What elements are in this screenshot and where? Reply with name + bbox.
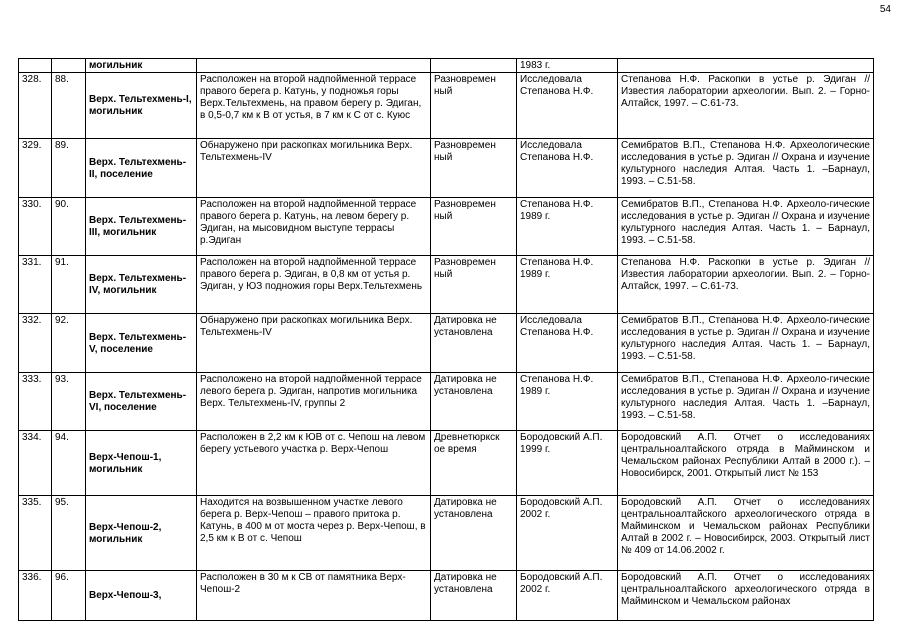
dating: Датировка не установлена xyxy=(431,373,517,431)
table-row xyxy=(19,496,874,571)
literature: Степанова Н.Ф. Раскопки в устье р. Эдиган // Известия лаборатории археологии. Вып. 2. – Горно-Алтайск, 1997. – С.61-73. xyxy=(618,256,874,314)
dating: Датировка не установлена xyxy=(431,571,517,621)
dating: Разновремен ный xyxy=(431,198,517,256)
research-cell: Степанова Н.Ф. 1989 г. xyxy=(517,373,618,431)
research-cell: Бородовский А.П. 2002 г. xyxy=(517,496,618,571)
research-cell: Степанова Н.Ф. 1989 г. xyxy=(517,256,618,314)
literature: Семибратов В.П., Степанова Н.Ф. Археологические исследования в устье р. Эдиган // Охрана и изучение культурного наследия Алтая. Часть 1. –Барнаул, 1993. – С.51-58. xyxy=(618,139,874,198)
row-number: 336. xyxy=(19,571,52,621)
research-cell: Исследовала Степанова Н.Ф. xyxy=(517,139,618,198)
page-number: 54 xyxy=(879,4,891,15)
monument-name: могильник xyxy=(86,59,197,73)
monument-name: Верх. Тельтехмень-V, поселение xyxy=(86,314,197,373)
monument-name: Верх-Чепош-1, могильник xyxy=(86,431,197,496)
dating: Древнетюркск ое время xyxy=(431,431,517,496)
monument-name: Верх. Тельтехмень-I, могильник xyxy=(86,73,197,139)
table-row xyxy=(19,59,874,73)
monument-name: Верх-Чепош-3, xyxy=(86,571,197,621)
local-number: 89. xyxy=(52,139,86,198)
table-row xyxy=(19,139,874,198)
description: Расположено на второй надпойменной террасе левого берега р. Эдиган, напротив могильника Верх. Тельтехмень-IV, группы 2 xyxy=(197,373,431,431)
literature: Семибратов В.П., Степанова Н.Ф. Археоло-гические исследования в устье р. Эдиган // Охрана и изучение культурного наследия Алтая. Часть 1. – Барнаул, 1993. – С.51-58. xyxy=(618,314,874,373)
dating: Разновремен ный xyxy=(431,256,517,314)
local-number: 94. xyxy=(52,431,86,496)
local-number: 96. xyxy=(52,571,86,621)
description: Расположен на второй надпойменной террасе правого берега р. Эдиган, в 0,8 км от устья р. Эдиган, у ЮЗ подножия горы Верх.Тельтехмень xyxy=(197,256,431,314)
research-cell: Бородовский А.П. 2002 г. xyxy=(517,571,618,621)
monument-name: Верх. Тельтехмень-II, поселение xyxy=(86,139,197,198)
monument-name: Верх. Тельтехмень-VI, поселение xyxy=(86,373,197,431)
monument-name: Верх. Тельтехмень-III, могильник xyxy=(86,198,197,256)
literature: Степанова Н.Ф. Раскопки в устье р. Эдиган // Известия лаборатории археологии. Вып. 2. – Горно-Алтайск, 1997. – С.61-73. xyxy=(618,73,874,139)
literature: Бородовский А.П. Отчет о исследованиях центральноалтайского отряда в Майминском и Чемальском районах Республики Алтай в 2000 г.). – Новосибирск, 2001. Открытый лист № 153 xyxy=(618,431,874,496)
literature: Бородовский А.П. Отчет о исследованиях центральноалтайского археологического отряда в Майминском и Чемальском районах xyxy=(618,571,874,621)
description: Находится на возвышенном участке левого берега р. Верх-Чепош – правого притока р. Катунь, в 400 м от моста через р. Верх-Чепош, в 2,5 км к В от с. Чепош xyxy=(197,496,431,571)
dating: Датировка не установлена xyxy=(431,496,517,571)
row-number: 333. xyxy=(19,373,52,431)
description: Расположен на второй надпойменной террасе правого берега р. Катунь, у подножья горы Верх.Тельтехмень, на правом берегу р. Эдиган, в 0,5-0,7 км к В от устья, в 7 км к С от с. Куюс xyxy=(197,73,431,139)
table-row xyxy=(19,431,874,496)
table-row xyxy=(19,256,874,314)
monument-name: Верх-Чепош-2, могильник xyxy=(86,496,197,571)
table-row xyxy=(19,373,874,431)
row-number: 328. xyxy=(19,73,52,139)
local-number: 93. xyxy=(52,373,86,431)
literature: Семибратов В.П., Степанова Н.Ф. Археоло-гические исследования в устье р. Эдиган // Охрана и изучение культурного наследия Алтая. Часть 1. –Барнаул, 1993. – С.51-58. xyxy=(618,373,874,431)
row-number: 334. xyxy=(19,431,52,496)
dating: Разновремен ный xyxy=(431,73,517,139)
description: Расположен в 30 м к СВ от памятника Верх-Чепош-2 xyxy=(197,571,431,621)
research-cell: 1983 г. xyxy=(517,59,618,73)
description: Расположен на второй надпойменной террасе правого берега р. Катунь, на левом берегу р. Эдиган, на мысовидном выступе террасы р.Эдиган xyxy=(197,198,431,256)
table-row xyxy=(19,198,874,256)
dating: Разновремен ный xyxy=(431,139,517,198)
local-number: 88. xyxy=(52,73,86,139)
row-number: 332. xyxy=(19,314,52,373)
row-number: 331. xyxy=(19,256,52,314)
dating: Датировка не установлена xyxy=(431,314,517,373)
research-cell: Степанова Н.Ф. 1989 г. xyxy=(517,198,618,256)
description: Обнаружено при раскопках могильника Верх. Тельтехмень-IV xyxy=(197,314,431,373)
literature: Семибратов В.П., Степанова Н.Ф. Археоло-гические исследования в устье р. Эдиган // Охрана и изучение культурного наследия Алтая. Часть 1. – Барнаул, 1993. – С.51-58. xyxy=(618,198,874,256)
row-number: 330. xyxy=(19,198,52,256)
local-number: 91. xyxy=(52,256,86,314)
description: Обнаружено при раскопках могильника Верх. Тельтехмень-IV xyxy=(197,139,431,198)
local-number: 92. xyxy=(52,314,86,373)
literature: Бородовский А.П. Отчет о исследованиях центральноалтайского археологического отряда в Майминском и Чемальском районах Республики Алтай в 2002 г. – Новосибирск, 2003. Открытый лист № 409 от 14.06.2002 г. xyxy=(618,496,874,571)
research-cell: Исследовала Степанова Н.Ф. xyxy=(517,73,618,139)
research-cell: Бородовский А.П. 1999 г. xyxy=(517,431,618,496)
monuments-table xyxy=(18,58,874,621)
description: Расположен в 2,2 км к ЮВ от с. Чепош на левом берегу устьевого участка р. Верх-Чепош xyxy=(197,431,431,496)
local-number: 95. xyxy=(52,496,86,571)
monument-name: Верх. Тельтехмень-IV, могильник xyxy=(86,256,197,314)
table-row xyxy=(19,73,874,139)
row-number: 329. xyxy=(19,139,52,198)
table-row xyxy=(19,314,874,373)
research-cell: Исследовала Степанова Н.Ф. xyxy=(517,314,618,373)
local-number: 90. xyxy=(52,198,86,256)
row-number: 335. xyxy=(19,496,52,571)
table-row xyxy=(19,571,874,621)
